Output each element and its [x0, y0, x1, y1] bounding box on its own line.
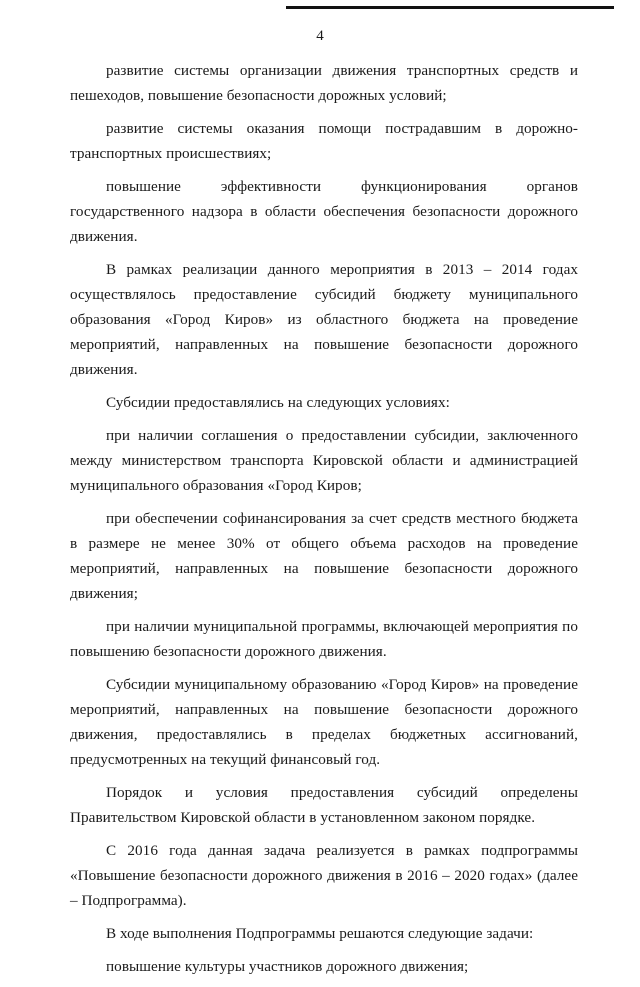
paragraph: при наличии муниципальной программы, включающей мероприятия по повышению безопасности дорожного движения.: [70, 618, 578, 660]
paragraph: повышение эффективности функционирования органов государственного надзора в области обеспечения безопасности дорожного движения.: [70, 178, 578, 245]
paragraph: Субсидии предоставлялись на следующих условиях:: [106, 394, 450, 411]
paragraph: С 2016 года данная задача реализуется в рамках подпрограммы «Повышение безопасности дорожного движения в 2016 – 2020 годах» (далее – Подпрограмма).: [70, 842, 578, 909]
paragraph: при обеспечении софинансирования за счет средств местного бюджета в размере не менее 30% от общего объема расходов на проведение мероприятий, направленных на повышение безопасности дорожного движения;: [70, 510, 578, 602]
paragraph: повышение культуры участников дорожного движения;: [106, 958, 469, 975]
paragraph: Порядок и условия предоставления субсидий определены Правительством Кировской области в установленном законом порядке.: [70, 784, 578, 826]
paragraph: Субсидии муниципальному образованию «Город Киров» на проведение мероприятий, направленных на повышение безопасности дорожного движения, предоставлялись в пределах бюджетных ассигнований, предусмотренных на текущий финансовый год.: [70, 676, 578, 768]
paragraph: развитие системы организации движения транспортных средств и пешеходов, повышение безопасности дорожных условий;: [70, 62, 578, 104]
paragraph: В рамках реализации данного мероприятия в 2013 – 2014 годах осуществлялось предоставление субсидий бюджету муниципального образования «Город Киров» из областного бюджета на проведение мероприятий, направленных на повышение безопасности дорожного движения.: [70, 261, 578, 378]
paragraph: развитие системы оказания помощи пострадавшим в дорожно-транспортных происшествиях;: [70, 120, 578, 162]
paragraph: В ходе выполнения Подпрограммы решаются следующие задачи:: [106, 925, 534, 942]
header-rule: [286, 6, 614, 9]
document-body: [70, 58, 578, 987]
page-number: 4: [316, 28, 324, 44]
paragraph: при наличии соглашения о предоставлении субсидии, заключенного между министерством транспорта Кировской области и администрацией муниципального образования «Город Киров;: [70, 427, 578, 494]
